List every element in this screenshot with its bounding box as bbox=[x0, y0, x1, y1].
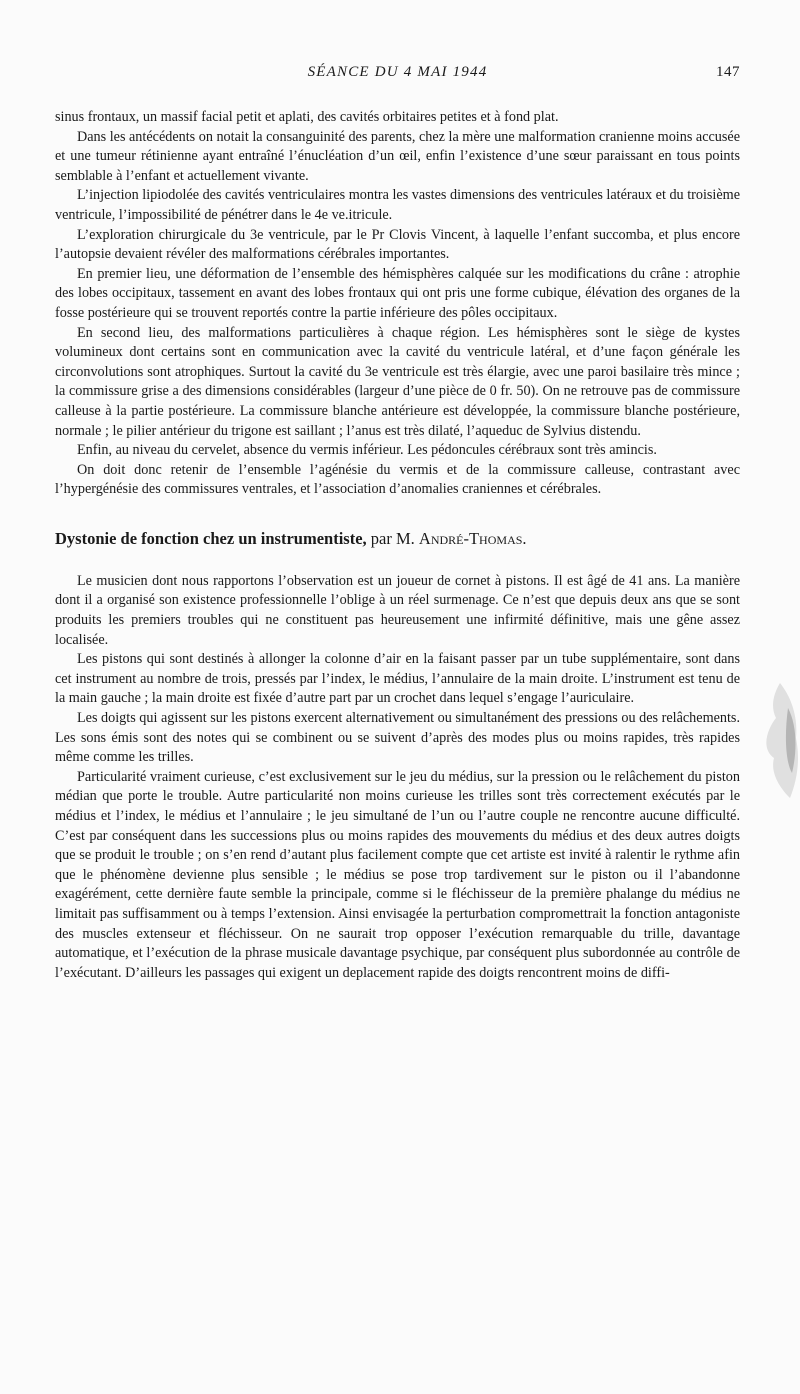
paragraph: Le musicien dont nous rapportons l’observation est un joueur de cornet à pistons. Il est âgé de 41 ans. La manière dont il a organisé son existence professionnelle l’oblige à un réel surmenage. Ce n’est que depuis deux ans que se sont produits les premiers troubles qui ne constituent pas heureusement une infirmité définitive, mais une gêne assez localisée. bbox=[55, 572, 740, 648]
paragraph: En second lieu, des malformations particulières à chaque région. Les hémisphères sont le siège de kystes volumineux dont certains sont en communication avec la cavité du ventricule latéral, et d’une façon générale les circonvolutions sont atrophiques. Surtout la cavité du 3e ventricule est très élargie, avec une paroi basilaire très mince ; la commissure grise a des dimensions considérables (largeur d’une pièce de 0 fr. 50). On ne retrouve pas de commissure calleuse à la partie postérieure. La commissure blanche antérieure est développée, la commissure blanche postérieure, normale ; le pilier antérieur du trigone est saillant ; l’anus est très dilaté, l’aqueduc de Sylvius distendu. bbox=[55, 324, 740, 439]
paragraph: L’injection lipiodolée des cavités ventriculaires montra les vastes dimensions des ventricules latéraux et du troisième ventricule, l’impossibilité de pénétrer dans le 4e ve.itricule. bbox=[55, 187, 740, 223]
paragraph: Enfin, au niveau du cervelet, absence du vermis inférieur. Les pédoncules cérébraux sont très amincis. bbox=[77, 442, 657, 459]
paragraph: Dans les antécédents on notait la consanguinité des parents, chez la mère une malformation cranienne moins accusée et une tumeur rétinienne ayant entraîné l’énucléation d’un œil, enfin l’existence d’une sœur paraissant en tous points semblable à l’enfant et actuellement vivante. bbox=[55, 128, 741, 184]
journal-page bbox=[55, 64, 740, 983]
article-author: André-Thomas. bbox=[418, 528, 527, 548]
paragraph: Les doigts qui agissent sur les pistons exercent alternativement ou simultanément des pressions ou des relâchements. Les sons émis sont des notes qui se combinent ou se suivent d’après des modes plus ou moins rapides, très rapides même comme les trilles. bbox=[55, 710, 740, 766]
article-title bbox=[55, 528, 740, 550]
paragraph: sinus frontaux, un massif facial petit et aplati, des cavités orbitaires petites et à fond plat. bbox=[55, 109, 559, 125]
paragraph: L’exploration chirurgicale du 3e ventricule, par le Pr Clovis Vincent, à laquelle l’enfant succomba, et plus encore l’autopsie devaient révéler des malformations cérébrales importantes. bbox=[55, 226, 740, 263]
paragraph: En premier lieu, une déformation de l’ensemble des hémisphères calquée sur les modifications du crâne : atrophie des lobes occipitaux, tassement en avant des lobes frontaux qui ont pris une forme cubique, élévation des organes de la fosse postérieure qui se trouvent reportés contre la partie inférieure des pôles occipitaux. bbox=[55, 265, 740, 321]
running-title: SÉANCE DU 4 MAI 1944 bbox=[307, 64, 488, 80]
paragraph: Les pistons qui sont destinés à allonger la colonne d’air en la faisant passer par un tube supplémentaire, sont dans cet instrument au nombre de trois, pressés par l’index, le médius, l’annulaire de la main droite. L’instrument est tenu de la main gauche ; la main droite est fixée d’autre part par un crochet dans lequel s’engage l’auriculaire. bbox=[55, 651, 740, 707]
article-title-text: Dystonie de fonction chez un instrumentiste, bbox=[55, 528, 367, 548]
running-head bbox=[55, 64, 740, 90]
section-continued bbox=[55, 108, 740, 983]
page-number: 147 bbox=[716, 64, 740, 80]
paragraph: Particularité vraiment curieuse, c’est exclusivement sur le jeu du médius, sur la pression ou le relâchement du piston médian que porte le trouble. Autre particularité non moins curieuse les trilles sont très correctement exécutés par le médius et l’index, le médius et l’annulaire ; le jeu simultané de l’un ou l’autre couple ne rencontre aucune difficulté. C’est par conséquent dans les successions plus ou moins rapides des mouvements du médius et des deux autres doigts que se produit le trouble ; on s’en rend d’autant plus facilement compte que cet artiste est invité à ralentir le rythme afin que le phénomène devienne plus sensible ; le médius se pose trop tardivement sur le piston ou il l’abandonne exagérément, cette dernière faute semble la principale, comme si le fléchisseur de la première phalange du médius ne limitait pas suffisamment ou à temps l’extension. Ainsi envisagée la perturbation compromettrait la fonction antagoniste des muscles extenseur et fléchisseur. On ne saurait trop opposer l’exécution remarquable du trille, davantage automatique, et l’exécution de la phrase musicale davantage psychique, par conséquent plus subordonnée au contrôle de l’exécutant. D’ailleurs les passages qui exigent un deplacement rapide des doigts rencontrent moins de diffi- bbox=[55, 768, 740, 981]
margin-stain bbox=[740, 678, 800, 808]
paragraph: On doit donc retenir de l’ensemble l’agénésie du vermis et de la commissure calleuse, contrastant avec l’hypergénésie des commissures ventrales, et l’association d’anomalies craniennes et cérébrales. bbox=[55, 461, 740, 498]
author-prefix: par M. bbox=[366, 528, 419, 548]
